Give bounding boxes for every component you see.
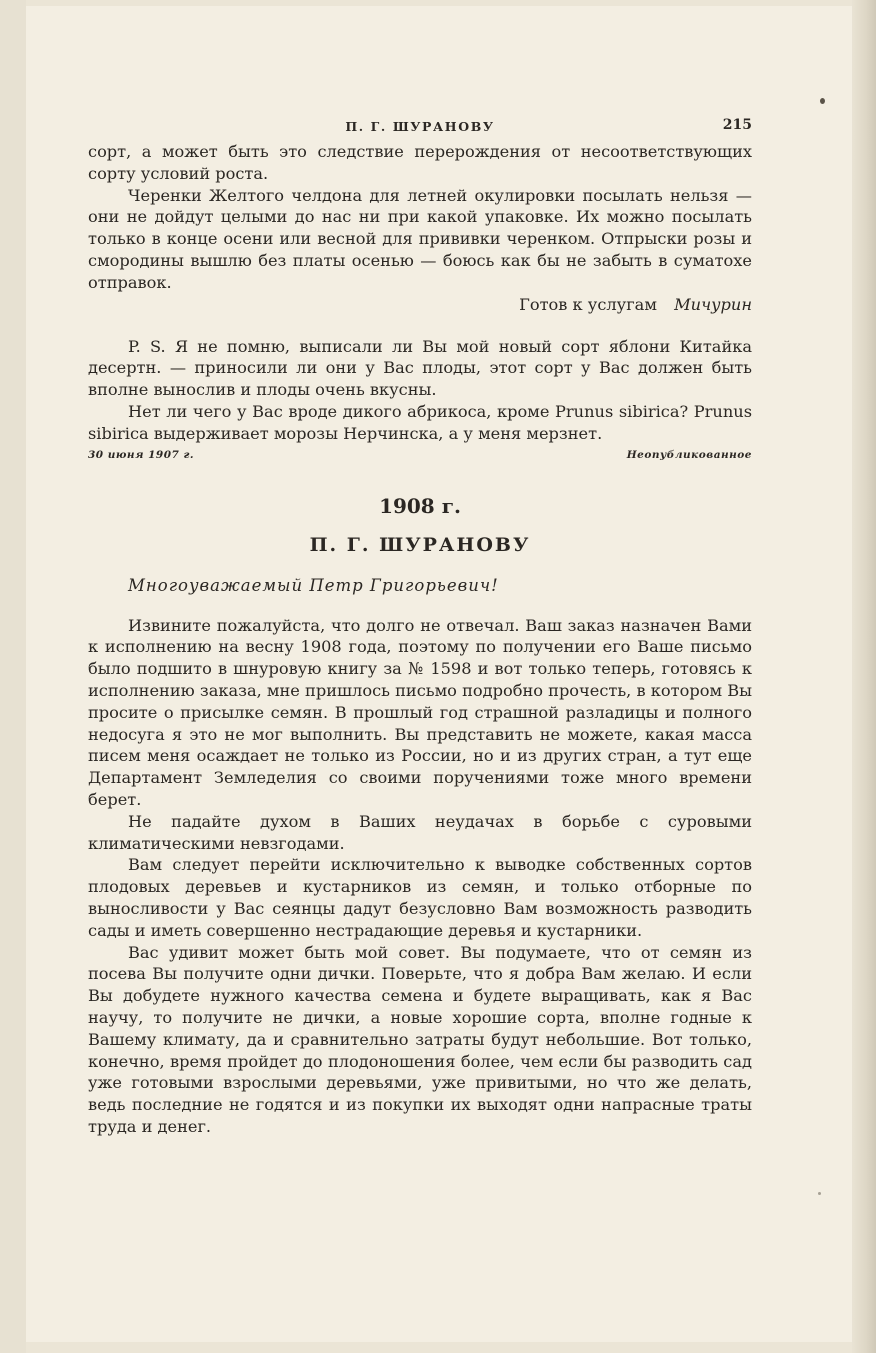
page-content [88,113,752,1138]
year-heading: 1908 г. [379,493,461,518]
salutation: Многоуважаемый Петр Григорьевич! [128,575,499,595]
letter-1908 [88,493,752,1138]
publication-status: Неопубликованное [626,448,752,461]
letter2-paragraph-4: Вас удивит может быть мой совет. Вы подумаете, что от семян из посева Вы получите одни дички. Поверьте, что я добра Вам желаю. И если Вы добудете нужного качества семена и будете выращивать, как я Вас научу, то получите не дички, а новые хорошие сорта, вполне годные к Вашему климату, да и сравнительно затраты будут небольшие. Вот только, конечно, время пройдет до плодоношения более, чем если бы разводить сад уже готовыми взрослыми деревьями, уже привитыми, но что же делать, ведь последние не годятся и из покупки их выходят одни напрасные траты труда и денег. [88,942,752,1136]
ink-speck [818,1192,821,1195]
page-header [88,113,752,141]
ink-speck [820,98,825,104]
closing-phrase: Готов к услугам [519,294,657,314]
letter1-paragraph-2: Черенки Желтого челдона для летней окулировки посылать нельзя — они не дойдут целыми до нас ни при какой упаковке. Их можно посылать только в конце осени или весной для прививки черенком. Отпрыски розы и смородины вышлю без платы осенью — боюсь как бы не забыть в суматохе отправок. [88,185,752,292]
letter2-paragraph-1: Извините пожалуйста, что долго не отвечал. Ваш заказ назначен Вами к исполнению на весну 1908 года, поэтому по получении его Ваше письмо было подшито в шнуровую книгу за № 1598 и вот только теперь, готовясь к исполнению заказа, мне пришлось письмо подробно прочесть, в котором Вы просите о присылке семян. В прошлый год страшной разладицы и полного недосуга я это не мог выполнить. Вы представить не можете, какая масса писем меня осаждает не только из России, но и из других стран, а тут еще Департамент Земледелия со своими поручениями тоже много времени берет. [88,615,752,809]
letter2-body [88,615,752,1138]
postscript-paragraph-1: P. S. Я не помню, выписали ли Вы мой новый сорт яблони Китайка десертн. — приносили ли они у Вас плоды, этот сорт у Вас должен быть вполне вынослив и плоды очень вкусны. [88,336,752,400]
signature-name: Мичурин [674,294,752,314]
page-number: 215 [722,117,752,133]
letter2-paragraph-2: Не падайте духом в Ваших неудачах в борьбе с суровыми климатическими невзгодами. [88,811,752,853]
signature-line [88,294,752,316]
letter1-paragraph-1: сорт, а может быть это следствие перерождения от несоответствующих сорту условий роста. [88,142,752,183]
running-head: П. Г. ШУРАНОВУ [345,119,495,134]
letter-1907 [88,141,752,467]
addressee-heading: П. Г. ШУРАНОВУ [309,533,531,556]
letter-date: 30 июня 1907 г. [88,448,195,461]
scan-right-edge [852,0,876,1353]
postscript-paragraph-2: Нет ли чего у Вас вроде дикого абрикоса, кроме Prunus sibirica? Prunus sibirica выдерживает морозы Нерчинска, а у меня мерзнет. [88,401,752,443]
letter-meta [88,449,752,467]
scan-left-margin [0,0,26,1353]
postscript [88,336,752,445]
letter2-paragraph-3: Вам следует перейти исключительно к выводке собственных сортов плодовых деревьев и кустарников из семян, и только отборные по выносливости у Вас сеянцы дадут безусловно Вам возможность разводить сады и иметь совершенно нестрадающие деревья и кустарники. [88,855,752,940]
